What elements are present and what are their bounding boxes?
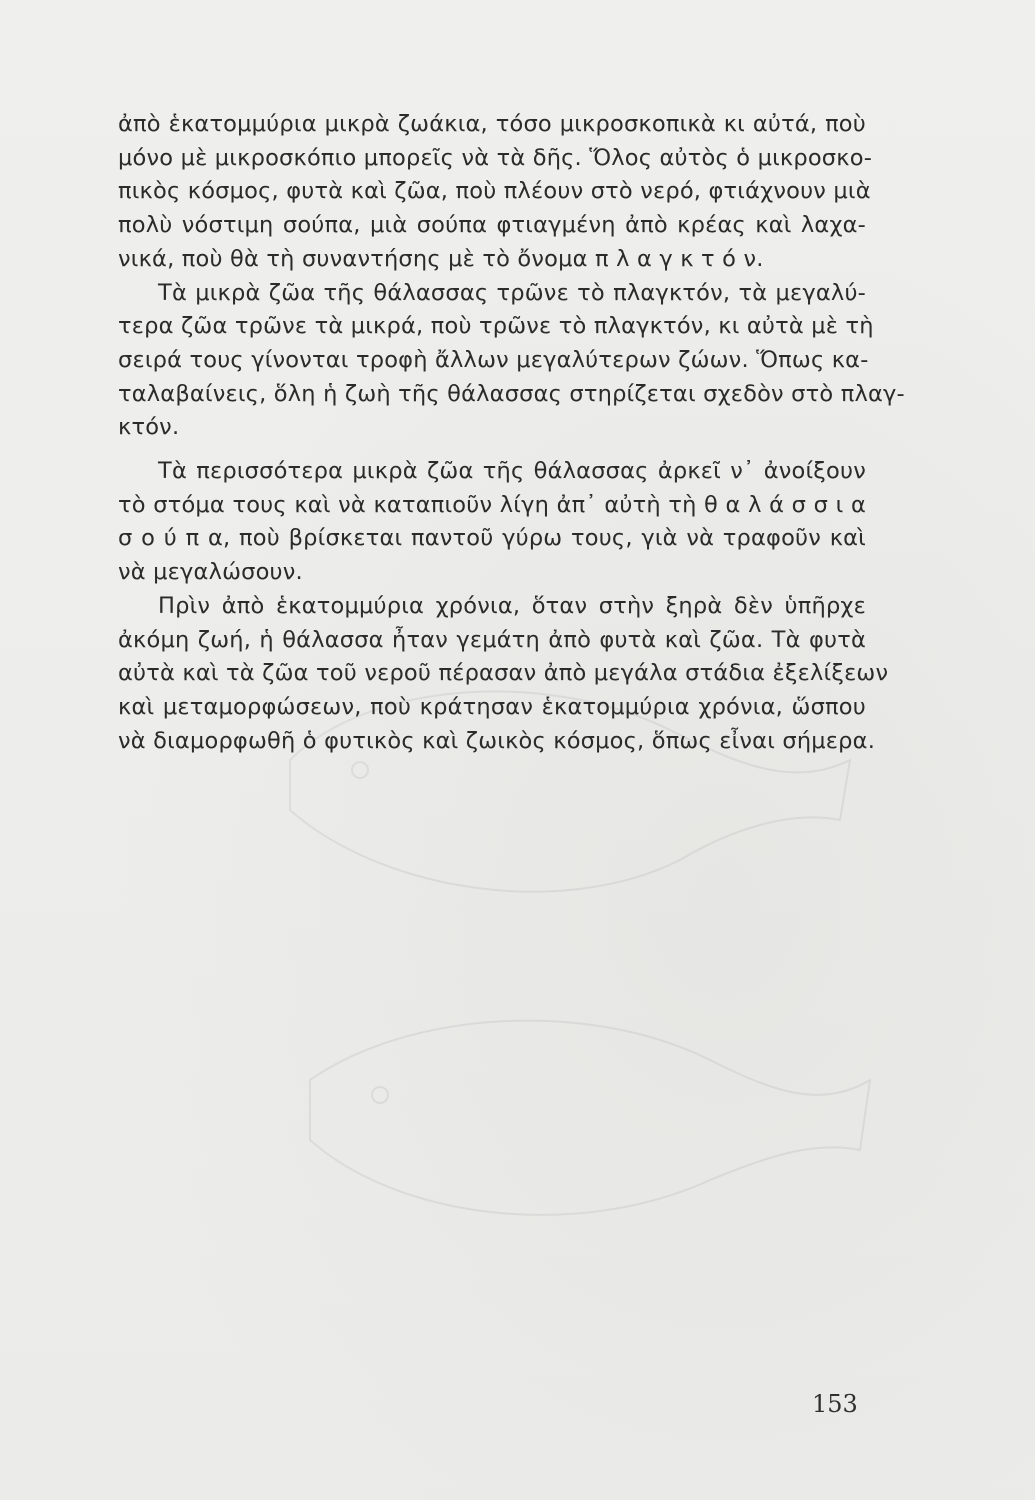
text-line: κτόν. — [118, 414, 180, 441]
text-line: τερα ζῶα τρῶνε τὰ μικρά, ποὺ τρῶνε τὸ πλαγκτόν, κι αὐτὰ μὲ τὴ — [118, 313, 874, 340]
text-line: νὰ μεγαλώσουν. — [118, 559, 303, 586]
text-line: μόνο μὲ μικροσκόπιο μπορεῖς νὰ τὰ δῆς. Ὅλος αὐτὸς ὁ μικροσκο- — [118, 144, 873, 171]
page-number: 153 — [812, 1390, 858, 1418]
text-line: ταλαβαίνεις, ὅλη ἡ ζωὴ τῆς θάλασσας στηρίζεται σχεδὸν στὸ πλαγ- — [118, 380, 905, 407]
text-line: αὐτὰ καὶ τὰ ζῶα τοῦ νεροῦ πέρασαν ἀπὸ μεγάλα στάδια ἐξελίξεων — [118, 660, 889, 687]
text-line: ἀπὸ ἑκατομμύρια μικρὰ ζωάκια, τόσο μικροσκοπικὰ κι αὐτά, ποὺ — [118, 111, 866, 137]
text-line: πολὺ νόστιμη σούπα, μιὰ σούπα φτιαγμένη ἀπὸ κρέας καὶ λαχα- — [118, 212, 866, 239]
text-line: Πρὶν ἀπὸ ἑκατομμύρια χρόνια, ὅταν στὴν ξηρὰ δὲν ὑπῆρχε — [158, 592, 866, 619]
text-line: νικά, ποὺ θὰ τὴ συναντήσης μὲ τὸ ὄνομα π λ α γ κ τ ό ν. — [118, 245, 764, 272]
paragraph-3 — [118, 455, 866, 590]
text-line: νὰ διαμορφωθῆ ὁ φυτικὸς καὶ ζωικὸς κόσμος, ὅπως εἶναι σήμερα. — [118, 727, 876, 754]
paragraph-4 — [118, 590, 889, 759]
text-line: Τὰ μικρὰ ζῶα τῆς θάλασσας τρῶνε τὸ πλαγκτόν, τὰ μεγαλύ- — [158, 279, 866, 306]
text-line: ἀκόμη ζωή, ἡ θάλασσα ἦταν γεμάτη ἀπὸ φυτὰ καὶ ζῶα. Τὰ φυτὰ — [118, 626, 866, 653]
body-text — [118, 108, 905, 758]
text-line: πικὸς κόσμος, φυτὰ καὶ ζῶα, ποὺ πλέουν στὸ νερό, φτιάχνουν μιὰ — [118, 178, 871, 205]
text-line: σειρά τους γίνονται τροφὴ ἄλλων μεγαλύτερων ζώων. Ὅπως κα- — [118, 346, 869, 373]
text-line: Τὰ περισσότερα μικρὰ ζῶα τῆς θάλασσας ἀρκεῖ ν᾽ ἀνοίξουν — [158, 458, 866, 485]
text-line: τὸ στόμα τους καὶ νὰ καταπιοῦν λίγη ἀπ᾽ αὐτὴ τὴ θ α λ ά σ σ ι α — [118, 491, 866, 518]
paragraph-1 — [118, 108, 873, 277]
text-line: σ ο ύ π α, ποὺ βρίσκεται παντοῦ γύρω τους, γιὰ νὰ τραφοῦν καὶ — [118, 525, 866, 552]
text-line: καὶ μεταμορφώσεων, ποὺ κράτησαν ἑκατομμύρια χρόνια, ὥσπου — [118, 693, 866, 720]
paragraph-2 — [118, 277, 905, 446]
